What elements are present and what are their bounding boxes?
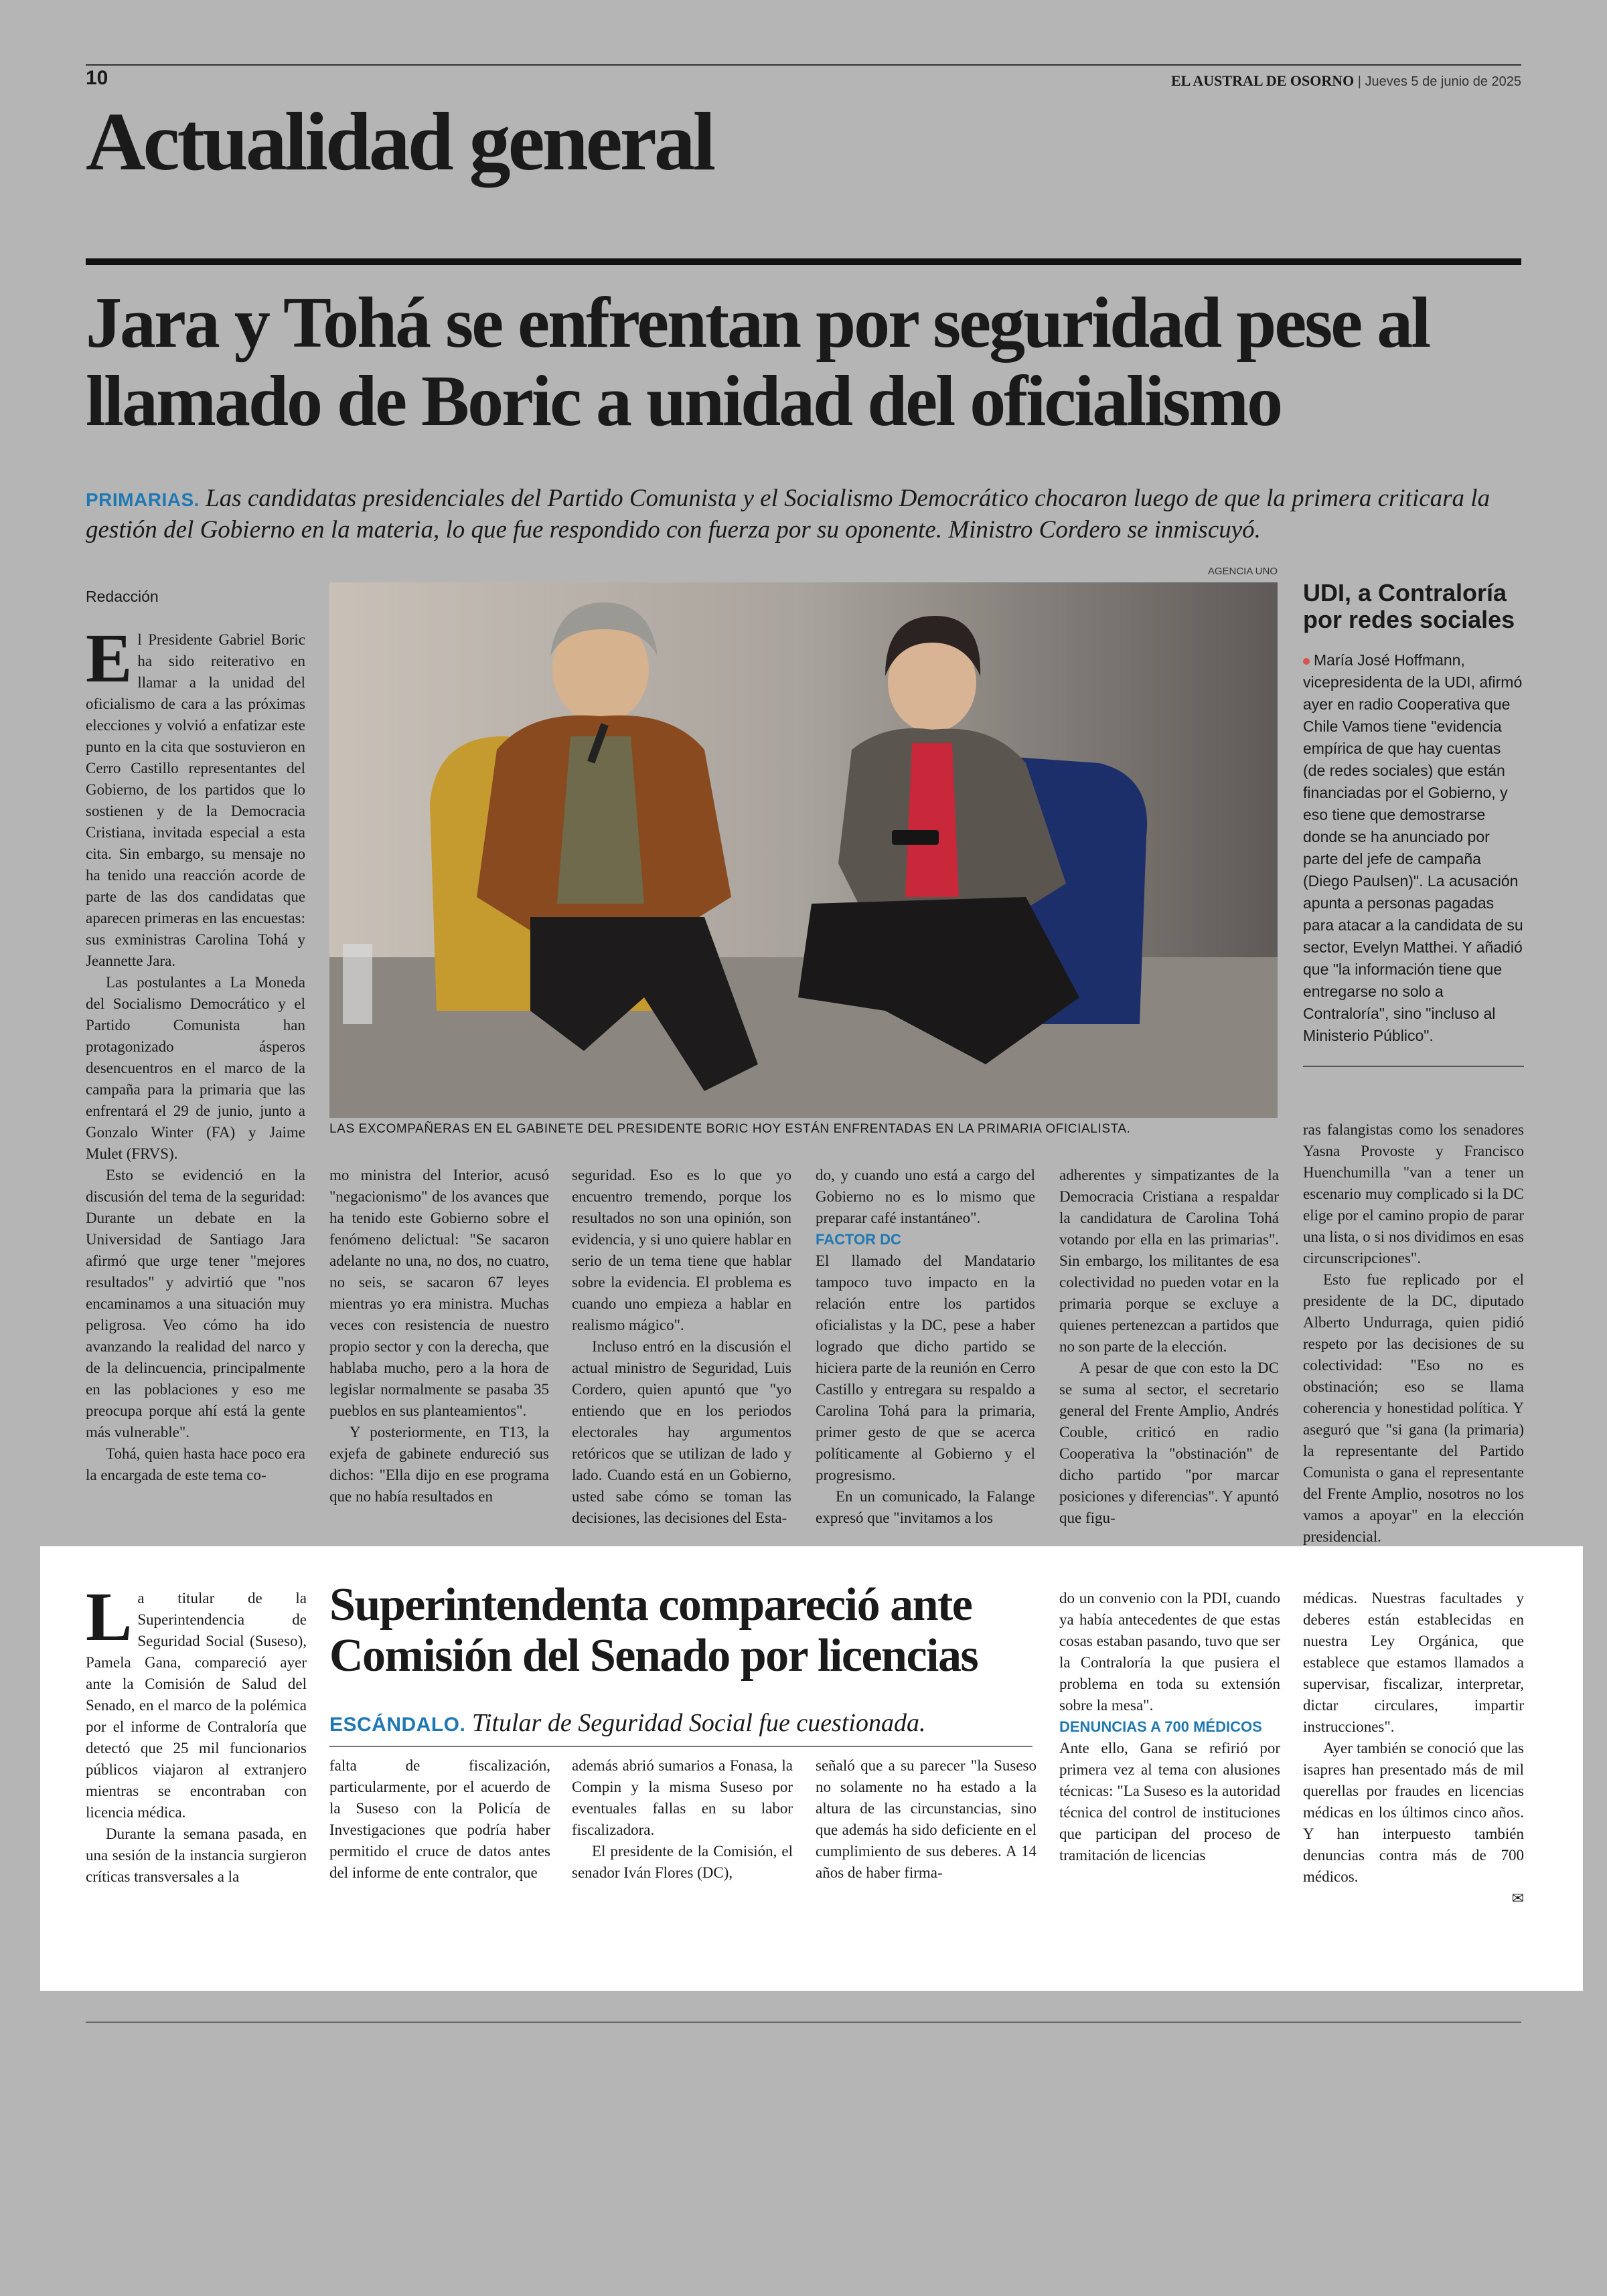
article-column-3	[572, 1165, 791, 1529]
paragraph: El llamado del Mandatario tampoco tuvo impacto en la relación entre los partidos oficialistas y la DC, pese a haber logrado que dicho partido se hiciera parte de la reunión en Cerro Castillo y entregara su respaldo a Carolina Tohá para la primaria, primer gesto de que se acerca políticamente al Gobierno y el progresismo.	[816, 1252, 1035, 1483]
publication-date: | Jueves 5 de junio de 2025	[1357, 74, 1521, 89]
article2-column-6	[1303, 1588, 1524, 1909]
dropcap: E	[86, 620, 133, 697]
article2-dek	[329, 1708, 1032, 1738]
article2-column-1	[86, 1578, 307, 1888]
headline-rule	[86, 258, 1521, 265]
article2-column-2	[329, 1755, 550, 1884]
paragraph: médicas. Nuestras facultades y deberes están establecidas en nuestra Ley Orgánica, que establece que estamos llamados a supervisar, fiscalizar, interpretar, dictar circulares, impartir instrucciones".	[1303, 1590, 1524, 1735]
article-photo	[329, 582, 1278, 1118]
paragraph: Y posteriormente, en T13, la exjefa de gabinete endureció sus dichos: "Ella dijo en ese programa que no había resultados en	[329, 1424, 549, 1505]
dropcap: L	[86, 1578, 133, 1655]
paragraph: a titular de la Superintendencia de Seguridad Social (Suseso), Pamela Gana, compareció ayer ante la Comisión de Salud del Senado, en el marco de la polémica por el informe de Contraloría que detectó que 25 mil funcionarios públicos viajaron al extranjero mientras se encontraban con licencia médica.	[86, 1590, 307, 1821]
article-column-6	[1303, 1119, 1524, 1569]
article2-column-3	[572, 1755, 793, 1884]
page-number: 10	[86, 67, 108, 89]
paragraph: Tohá, quien hasta hace poco era la encargada de este tema co-	[86, 1445, 305, 1483]
paragraph: adherentes y simpatizantes de la Democracia Cristiana a respaldar la candidatura de Carolina Tohá votando por ella en las primarias". Sin embargo, los militantes de esa colectividad no pueden votar en la primaria porque se excluye a quienes pertenezcan a partidos que no son parte de la elección.	[1059, 1167, 1279, 1355]
article-headline: Jara y Tohá se enfrentan por seguridad pese al llamado de Boric a unidad del oficialismo	[86, 283, 1430, 441]
paragraph: A pesar de que con esto la DC se suma al sector, el secretario general del Frente Amplio, Andrés Couble, criticó en radio Cooperativa la "obstinación" de dicho partido "por marcar posiciones y diferencias". Y apuntó que figu-	[1059, 1360, 1279, 1526]
publication-name: EL AUSTRAL DE OSORNO	[1170, 72, 1355, 89]
bottom-rule	[86, 2022, 1521, 2023]
photo-caption: LAS EXCOMPAÑERAS EN EL GABINETE DEL PRESIDENTE BORIC HOY ESTÁN ENFRENTADAS EN LA PRIMARIA OFICIALISTA.	[329, 1122, 1131, 1136]
bullet-icon	[1303, 658, 1310, 665]
photo-credit: AGENCIA UNO	[1207, 566, 1278, 577]
subhead: FACTOR DC	[816, 1231, 901, 1248]
subhead: DENUNCIAS A 700 MÉDICOS	[1059, 1718, 1262, 1735]
paragraph: seguridad. Eso es lo que yo encuentro tremendo, porque los resultados no son una opinión, son evidencia, y si uno quiere hablar en serio de un tema tiene que hablar sobre la evidencia. El problema es cuando uno empieza a hablar en realismo mágico".	[572, 1167, 791, 1333]
paragraph: Esto fue replicado por el presidente de la DC, diputado Alberto Undurraga, quien pidió respeto por las decisiones de su colectividad: "Eso no es obstinación; eso se llama coherencia y honestidad política. Y aseguró que "si gana (la primaria) la representante del Partido Comunista o gana el representante del Frente Amplio, nosotros no los vamos a apoyar" en la elección presidencial.	[1303, 1271, 1524, 1545]
top-rule	[86, 64, 1521, 66]
end-mark-icon: ✉	[1511, 1890, 1524, 1906]
article-column-4	[816, 1165, 1035, 1529]
paragraph: El presidente de la Comisión, el senador Iván Flores (DC),	[572, 1843, 793, 1881]
article2-dek-rule	[329, 1746, 1032, 1747]
paragraph: falta de fiscalización, particularmente, por el acuerdo de la Suseso con la Policía de Investigaciones que podría haber permitido el cruce de datos antes del informe de ente contralor, que	[329, 1757, 550, 1881]
article-column-1	[86, 620, 305, 1486]
sidebar-text: María José Hoffmann, vicepresidenta de la UDI, afirmó ayer en radio Cooperativa que Chile Vamos tiene "evidencia empírica de que hay cuentas (de redes sociales) que están financiadas por el Gobierno, y eso tiene que demostrarse donde se ha anunciado por parte del jefe de campaña (Diego Paulsen)". La acusación apunta a personas pagadas para atacar a la candidata de su sector, Evelyn Matthei. Y añadió que "la información tiene que entregarse no solo a Contraloría", sino "incluso al Ministerio Público".	[1303, 651, 1523, 1044]
paragraph: ras falangistas como los senadores Yasna Provoste y Francisco Huenchumilla "van a tener un escenario muy complicado si la DC elige por el camino propio de parar una lista, o si nos dividimos en esas circunscripciones".	[1303, 1121, 1524, 1266]
sidebar-body	[1303, 649, 1524, 1047]
article2-dek-text: Titular de Seguridad Social fue cuestionada.	[471, 1709, 926, 1737]
article2-headline: Superintendenta compareció ante Comisión del Senado por licencias	[329, 1579, 978, 1682]
paragraph: Ante ello, Gana se refirió por primera vez al tema con alusiones técnicas: "La Suseso es la autoridad técnica del control de instituciones que participan del proceso de tramitación de licencias	[1059, 1740, 1280, 1864]
byline: Redacción	[86, 588, 159, 605]
paragraph: señaló que a su parecer "la Suseso no solamente no ha estado a la altura de las circunstancias, sino que además ha sido deficiente en el cumplimiento de sus deberes. A 14 años de haber firma-	[816, 1757, 1037, 1881]
paragraph: do, y cuando uno está a cargo del Gobierno no es lo mismo que preparar café instantáneo".	[816, 1167, 1035, 1226]
sidebar-rule	[1303, 1066, 1524, 1067]
paragraph: además abrió sumarios a Fonasa, la Compin y la misma Suseso por eventuales fallas en su labor fiscalizadora.	[572, 1757, 793, 1838]
article2-column-4	[816, 1755, 1037, 1884]
photo-illustration	[329, 582, 1278, 1118]
article-column-2	[329, 1165, 549, 1507]
paragraph: l Presidente Gabriel Boric ha sido reiterativo en llamar a la unidad del oficialismo de cara a las próximas elecciones y volvió a enfatizar este punto en la cita que sostuvieron en Cerro Castillo representantes del Gobierno, de los partidos que lo sostienen y de la Democracia Cristiana, invitada especial a esta cita. Sin embargo, su mensaje no ha tenido una reacción acorde de parte de las dos candidatas que aparecen primeras en las encuestas: sus exministras Carolina Tohá y Jeannette Jara.	[86, 631, 305, 969]
sidebar-title: UDI, a Contraloría por redes sociales	[1303, 579, 1515, 633]
paragraph: Incluso entró en la discusión el actual ministro de Seguridad, Luis Cordero, quien apuntó que "yo entiendo que en los periodos electorales hay argumentos retóricos que se utilizan de lado y lado. Cuando está en un Gobierno, usted sabe cómo se toman las decisiones, las decisiones del Esta-	[572, 1338, 791, 1526]
article2-column-5	[1059, 1588, 1280, 1866]
masthead	[986, 72, 1521, 90]
paragraph: mo ministra del Interior, acusó "negacionismo" de los avances que ha tenido este Gobierno sobre el fenómeno delictual: "Se sacaron adelante no una, no dos, no cuatro, no seis, se sacaron 67 leyes mientras yo era ministra. Muchas veces con resistencia de nuestro propio sector y con la derecha, que hablaba mucho, pero a la hora de legislar normalmente se pasaba 35 pueblos en sus planteamientos".	[329, 1167, 549, 1419]
paragraph: Las postulantes a La Moneda del Socialismo Democrático y el Partido Comunista han protagonizado ásperos desencuentros en el marco de la campaña para la primaria que las enfrentará el 29 de junio, junto a Gonzalo Winter (FA) y Jaime Mulet (FRVS).	[86, 974, 305, 1162]
article-kicker: PRIMARIAS.	[86, 489, 200, 510]
article-column-5	[1059, 1165, 1279, 1529]
paragraph: Esto se evidenció en la discusión del tema de la seguridad: Durante un debate en la Universidad de Santiago Jara afirmó que urge tener "mejores resultados" y advirtió que "nos encaminamos a una situación muy peligrosa. Veo cómo ha ido avanzando la realidad del narco y de la delincuencia, principalmente en las poblaciones y eso me preocupa porque ahí está la gente más vulnerable".	[86, 1167, 305, 1441]
article-dek	[86, 483, 1525, 546]
paragraph: En un comunicado, la Falange expresó que "invitamos a los	[816, 1488, 1035, 1526]
paragraph: do un convenio con la PDI, cuando ya había antecedentes de que estas cosas estaban pasando, tuvo que ser la Contraloría la que pusiera el problema en toda su extensión sobre la mesa".	[1059, 1590, 1280, 1714]
paragraph: Durante la semana pasada, en una sesión de la instancia surgieron críticas transversales a la	[86, 1825, 307, 1885]
article-dek-text: Las candidatas presidenciales del Partido Comunista y el Socialismo Democrático chocaron luego de que la primera criticara la gestión del Gobierno en la materia, lo que fue respondido con fuerza por su oponente. Ministro Cordero se inmiscuyó.	[86, 485, 1490, 544]
article2-kicker: ESCÁNDALO.	[329, 1714, 466, 1736]
paragraph: Ayer también se conoció que las isapres han presentado más de mil querellas por fraudes en licencias médicas en los últimos cinco años. Y han interpuesto también denuncias contra más de 700 médicos.	[1303, 1740, 1524, 1885]
section-title: Actualidad general	[86, 96, 714, 187]
